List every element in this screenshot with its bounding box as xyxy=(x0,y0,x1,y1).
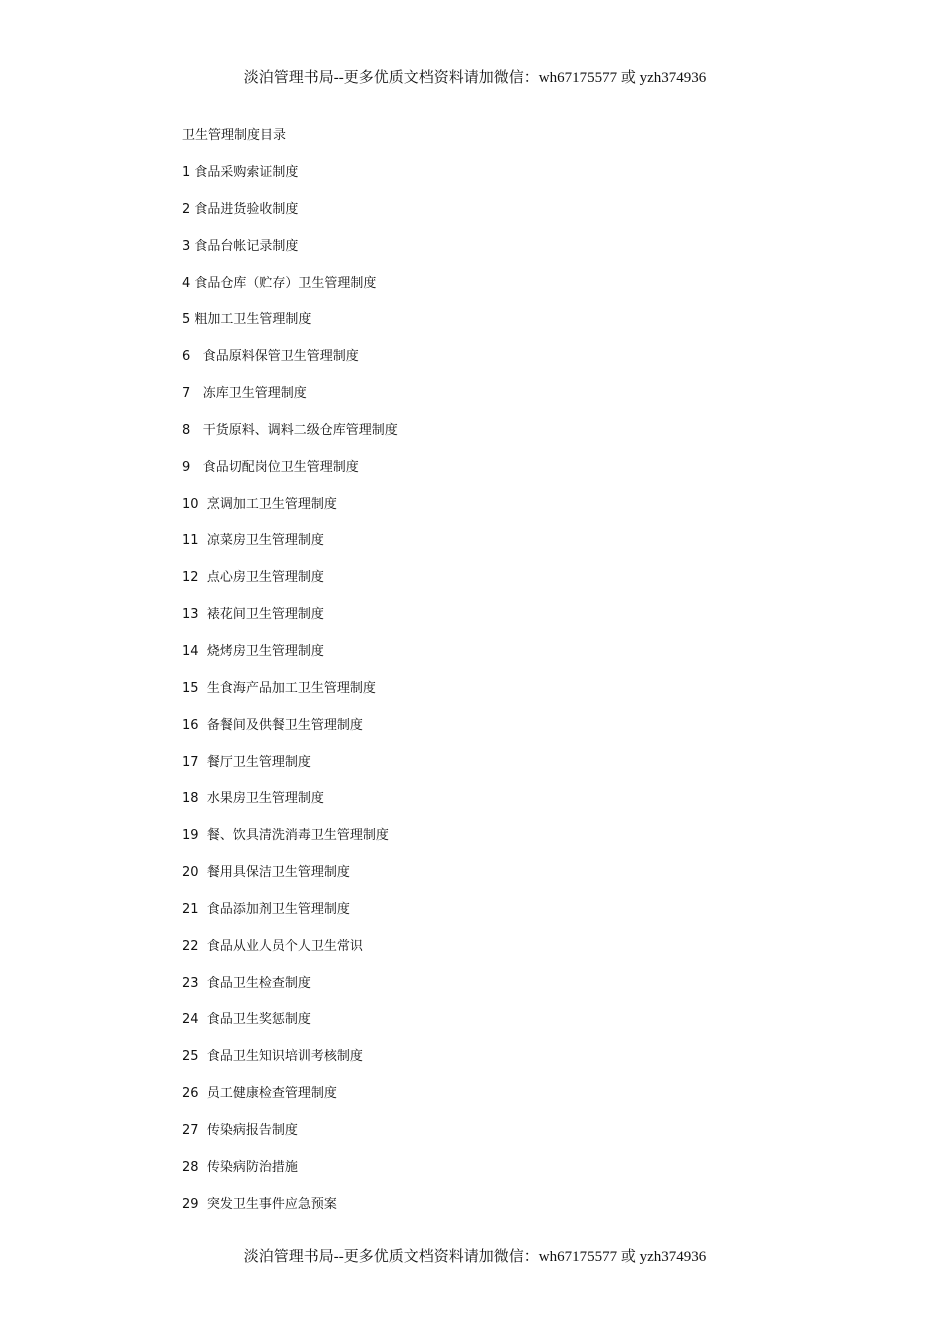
toc-item-number: 16 xyxy=(182,717,199,733)
toc-item xyxy=(182,237,398,274)
toc-item xyxy=(182,789,398,826)
toc-item-label: 食品添加剂卫生管理制度 xyxy=(206,901,350,917)
toc-item xyxy=(182,310,398,347)
toc-item-number: 8 xyxy=(182,422,191,438)
toc-item xyxy=(182,863,398,900)
toc-item-separator xyxy=(199,1086,207,1101)
toc-item-separator xyxy=(190,386,202,401)
toc-item-separator xyxy=(199,570,207,585)
toc-item-number: 5 xyxy=(182,312,191,328)
toc-item-separator xyxy=(190,460,202,475)
toc-item xyxy=(182,1195,398,1232)
toc-item-label: 裱花间卫生管理制度 xyxy=(206,607,324,623)
toc-item-label: 食品卫生检查制度 xyxy=(206,975,311,991)
toc-item-label: 水果房卫生管理制度 xyxy=(206,791,324,807)
toc-item-number: 23 xyxy=(182,975,199,991)
toc-item-number: 12 xyxy=(182,570,199,586)
toc-item-separator xyxy=(199,1197,207,1212)
toc-item-number: 22 xyxy=(182,938,199,954)
toc-item-separator xyxy=(199,1012,207,1027)
toc-item-separator xyxy=(199,791,207,806)
toc-item xyxy=(182,421,398,458)
toc-item-separator xyxy=(199,902,207,917)
toc-item-separator xyxy=(199,976,207,991)
toc-item xyxy=(182,937,398,974)
toc-item-number: 24 xyxy=(182,1012,199,1028)
toc-item xyxy=(182,716,398,753)
toc-item-number: 27 xyxy=(182,1122,199,1138)
toc-item-label: 传染病报告制度 xyxy=(206,1122,298,1138)
toc-item-separator xyxy=(199,1049,207,1064)
toc-item-label: 凉菜房卫生管理制度 xyxy=(206,533,324,549)
toc-item-separator xyxy=(199,718,207,733)
toc-item xyxy=(182,1010,398,1047)
toc-item-label: 餐、饮具清洗消毒卫生管理制度 xyxy=(206,828,389,844)
toc-item-number: 9 xyxy=(182,459,191,475)
toc-item-label: 干货原料、调料二级仓库管理制度 xyxy=(202,422,398,438)
toc-item-label: 食品卫生奖惩制度 xyxy=(206,1012,311,1028)
toc-item-separator xyxy=(199,1160,207,1175)
toc-item-label: 食品原料保管卫生管理制度 xyxy=(202,349,359,365)
toc-item-label: 食品采购索证制度 xyxy=(194,165,299,180)
table-of-contents xyxy=(182,126,398,1231)
page-header: 淡泊管理书局--更多优质文档资料请加微信：wh67175577 或 yzh374936 xyxy=(243,70,707,86)
toc-item-separator xyxy=(199,1123,207,1138)
toc-title: 卫生管理制度目录 xyxy=(182,128,287,143)
toc-item xyxy=(182,900,398,937)
toc-item-number: 18 xyxy=(182,791,199,807)
toc-item xyxy=(182,605,398,642)
toc-item xyxy=(182,826,398,863)
toc-item-number: 6 xyxy=(182,349,191,365)
toc-item xyxy=(182,1084,398,1121)
toc-item-number: 2 xyxy=(182,201,191,217)
toc-item-number: 3 xyxy=(182,238,191,254)
toc-item xyxy=(182,568,398,605)
toc-item-separator xyxy=(190,349,202,364)
toc-item xyxy=(182,384,398,421)
toc-item-number: 17 xyxy=(182,754,199,770)
toc-item-number: 26 xyxy=(182,1086,199,1102)
toc-item xyxy=(182,1158,398,1195)
toc-item-separator xyxy=(199,681,207,696)
toc-item-separator xyxy=(199,497,207,512)
toc-item-number: 19 xyxy=(182,828,199,844)
toc-item-separator xyxy=(199,939,207,954)
toc-item-label: 食品切配岗位卫生管理制度 xyxy=(202,459,359,475)
toc-item xyxy=(182,642,398,679)
toc-item xyxy=(182,495,398,532)
toc-item-number: 10 xyxy=(182,496,199,512)
toc-item-number: 4 xyxy=(182,275,191,291)
toc-item xyxy=(182,458,398,495)
toc-item-number: 21 xyxy=(182,901,199,917)
toc-item-number: 25 xyxy=(182,1049,199,1065)
toc-item-separator xyxy=(199,755,207,770)
toc-item-label: 烧烤房卫生管理制度 xyxy=(206,643,324,659)
toc-item xyxy=(182,753,398,790)
toc-item-label: 点心房卫生管理制度 xyxy=(206,570,324,586)
toc-item-number: 14 xyxy=(182,643,199,659)
toc-item-label: 员工健康检查管理制度 xyxy=(206,1086,337,1102)
toc-item xyxy=(182,531,398,568)
page-footer: 淡泊管理书局--更多优质文档资料请加微信：wh67175577 或 yzh374936 xyxy=(243,1249,707,1265)
toc-item-separator xyxy=(190,423,202,438)
toc-item-label: 餐厅卫生管理制度 xyxy=(206,754,311,770)
toc-item xyxy=(182,974,398,1011)
toc-item-label: 备餐间及供餐卫生管理制度 xyxy=(206,717,363,733)
toc-item-number: 15 xyxy=(182,680,199,696)
toc-item xyxy=(182,163,398,200)
toc-item-label: 生食海产品加工卫生管理制度 xyxy=(206,680,376,696)
toc-item-label: 食品卫生知识培训考核制度 xyxy=(206,1049,363,1065)
toc-item-separator xyxy=(199,828,207,843)
toc-item-label: 食品台帐记录制度 xyxy=(194,238,299,254)
toc-item-number: 28 xyxy=(182,1159,199,1175)
toc-item-label: 餐用具保洁卫生管理制度 xyxy=(206,865,350,881)
toc-item-label: 食品仓库（贮存）卫生管理制度 xyxy=(194,275,377,291)
toc-item-number: 11 xyxy=(182,533,199,549)
toc-item-number: 20 xyxy=(182,865,199,881)
toc-item-label: 食品从业人员个人卫生常识 xyxy=(206,938,363,954)
toc-item-number: 29 xyxy=(182,1196,199,1212)
toc-item-number: 13 xyxy=(182,607,199,623)
toc-item-number: 1 xyxy=(182,165,191,180)
toc-item xyxy=(182,274,398,311)
toc-item xyxy=(182,679,398,716)
toc-item xyxy=(182,1121,398,1158)
toc-item-number: 7 xyxy=(182,386,191,402)
toc-item-separator xyxy=(199,865,207,880)
toc-item-label: 突发卫生事件应急预案 xyxy=(206,1196,337,1212)
toc-list xyxy=(182,163,398,1231)
toc-item-separator xyxy=(199,533,207,548)
toc-item-label: 冻库卫生管理制度 xyxy=(202,386,307,402)
toc-item-separator xyxy=(199,644,207,659)
toc-item xyxy=(182,1047,398,1084)
toc-item-label: 食品进货验收制度 xyxy=(194,201,299,217)
toc-item-label: 粗加工卫生管理制度 xyxy=(194,312,312,328)
toc-item xyxy=(182,347,398,384)
toc-item-separator xyxy=(199,607,207,622)
toc-item-label: 传染病防治措施 xyxy=(206,1159,298,1175)
toc-item xyxy=(182,200,398,237)
toc-item-label: 烹调加工卫生管理制度 xyxy=(206,496,337,512)
